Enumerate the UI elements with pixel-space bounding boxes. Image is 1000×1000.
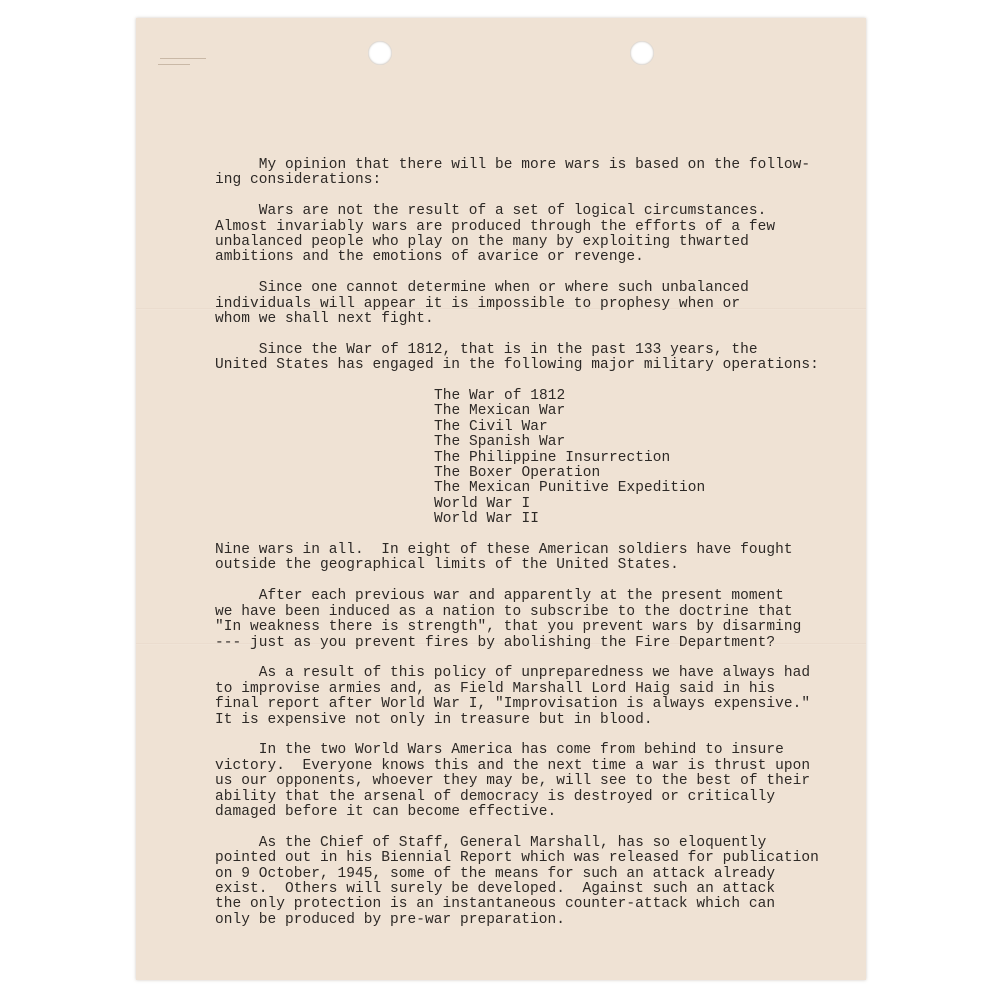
text-line: only be produced by pre-war preparation. [215,911,566,928]
text-line: ing considerations: [215,172,382,189]
paragraph [215,743,855,820]
text-line: "In weakness there is strength", that you prevent wars by disarming [215,619,802,636]
text-line: individuals will appear it is impossible to prophesy when or [215,295,741,312]
paragraph [215,543,855,574]
text-line: Since one cannot determine when or where such unbalanced [215,280,749,297]
text-line: Nine wars in all. In eight of these American soldiers have fought [215,542,793,559]
war-list-item: The Civil War [434,418,548,435]
war-list-item: The Philippine Insurrection [434,449,671,466]
text-line: exist. Others will surely be developed. Against such an attack [215,880,776,897]
war-list-item: The Mexican Punitive Expedition [434,480,706,497]
war-list-item: The Spanish War [434,434,566,451]
text-line: the only protection is an instantaneous counter-attack which can [215,896,776,913]
paragraph [215,204,855,266]
text-line: As a result of this policy of unpreparedness we have always had [215,665,811,682]
paragraph [215,589,855,651]
text-line: we have been induced as a nation to subscribe to the doctrine that [215,603,793,620]
text-line: ability that the arsenal of democracy is destroyed or critically [215,788,776,805]
paragraph [215,836,855,928]
text-line: us our opponents, whoever they may be, will see to the best of their [215,773,811,790]
war-list-item: World War II [434,511,540,528]
paragraph [215,666,855,728]
text-line: final report after World War I, "Improvisation is always expensive." [215,696,811,713]
text-line: --- just as you prevent fires by abolishing the Fire Department? [215,634,776,651]
pencil-mark-2 [158,64,190,65]
paragraph [215,343,855,374]
war-list-item: World War I [434,495,531,512]
document-body [215,158,855,944]
text-line: Wars are not the result of a set of logical circumstances. [215,203,767,220]
text-line: Since the War of 1812, that is in the past 133 years, the [215,341,758,358]
text-line: United States has engaged in the following major military operations: [215,357,819,374]
text-line: on 9 October, 1945, some of the means for such an attack already [215,865,776,882]
text-line: In the two World Wars America has come from behind to insure [215,742,784,759]
text-line: whom we shall next fight. [215,311,434,328]
text-line: outside the geographical limits of the United States. [215,557,679,574]
war-list-item: The Mexican War [434,403,566,420]
text-line: pointed out in his Biennial Report which was released for publication [215,850,819,867]
text-line: damaged before it can become effective. [215,803,557,820]
text-line: to improvise armies and, as Field Marshall Lord Haig said in his [215,680,776,697]
text-line: ambitions and the emotions of avarice or revenge. [215,249,644,266]
text-line: Almost invariably wars are produced through the efforts of a few [215,218,776,235]
punch-hole-right [630,41,654,65]
war-list-item: The Boxer Operation [434,465,601,482]
paragraph [215,158,855,189]
text-line: victory. Everyone knows this and the next time a war is thrust upon [215,757,811,774]
paragraph [215,281,855,327]
text-line: It is expensive not only in treasure but in blood. [215,711,653,728]
paragraphs-after-list [215,543,855,928]
punch-hole-left [368,41,392,65]
paragraphs-before-list [215,158,855,374]
typewritten-page [136,18,866,980]
pencil-mark [160,58,206,59]
text-line: As the Chief of Staff, General Marshall, has so eloquently [215,834,767,851]
text-line: After each previous war and apparently at the present moment [215,588,784,605]
war-list [434,389,855,528]
text-line: unbalanced people who play on the many by exploiting thwarted [215,234,749,251]
war-list-item: The War of 1812 [434,388,566,405]
text-line: My opinion that there will be more wars is based on the follow- [215,157,811,173]
